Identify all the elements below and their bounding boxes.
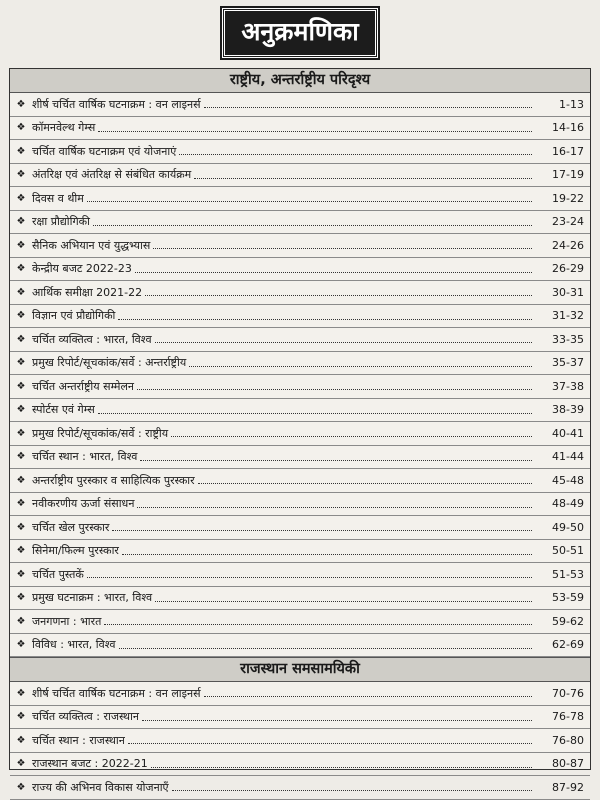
bullet-icon: ❖	[16, 98, 26, 110]
dot-leader	[151, 766, 532, 768]
toc-entry	[10, 258, 590, 282]
bullet-icon: ❖	[16, 286, 26, 298]
toc-entry	[10, 469, 590, 493]
toc-entry	[10, 164, 590, 188]
toc-entry	[10, 140, 590, 164]
toc-entry-pages: 48-49	[552, 497, 584, 511]
dot-leader	[179, 153, 532, 155]
toc-entry-pages: 24-26	[552, 238, 584, 252]
toc-entry	[10, 729, 590, 753]
dot-leader	[128, 742, 532, 744]
toc-entry-title: शीर्ष चर्चित वार्षिक घटनाक्रम : वन लाइनर्स	[32, 686, 201, 700]
toc-frame	[9, 68, 591, 794]
bullet-icon: ❖	[16, 333, 26, 345]
toc-entry-pages: 80-87	[552, 757, 584, 771]
toc-entry-pages: 16-17	[552, 144, 584, 158]
toc-entry	[10, 776, 590, 800]
dot-leader	[104, 623, 532, 625]
bullet-icon: ❖	[16, 239, 26, 251]
toc-entry	[10, 753, 590, 777]
toc-entry	[10, 281, 590, 305]
toc-entry-pages: 53-59	[552, 591, 584, 605]
toc-entry-pages: 37-38	[552, 379, 584, 393]
bullet-icon: ❖	[16, 357, 26, 369]
toc-entry-title: चर्चित व्यक्तित्व : भारत, विश्व	[32, 332, 152, 346]
dot-leader	[155, 341, 532, 343]
bullet-icon: ❖	[16, 734, 26, 746]
dot-leader	[118, 318, 532, 320]
toc-entry-title: चर्चित स्थान : राजस्थान	[32, 733, 125, 747]
bullet-icon: ❖	[16, 192, 26, 204]
toc-entry	[10, 211, 590, 235]
toc-entry-pages: 26-29	[552, 262, 584, 276]
toc-entry-title: कॉमनवेल्थ गेम्स	[32, 121, 96, 135]
toc-entry-title: चर्चित पुस्तकें	[32, 567, 84, 581]
toc-entry-title: चर्चित खेल पुरस्कार	[32, 520, 110, 534]
toc-entry	[10, 187, 590, 211]
toc-entry-pages: 23-24	[552, 215, 584, 229]
dot-leader	[112, 529, 532, 531]
toc-entry	[10, 563, 590, 587]
toc-entry-title: आर्थिक समीक्षा 2021-22	[32, 285, 143, 299]
toc-entry	[10, 93, 590, 117]
bullet-icon: ❖	[16, 781, 26, 793]
dot-leader	[189, 365, 532, 367]
dot-leader	[98, 130, 532, 132]
bullet-icon: ❖	[16, 545, 26, 557]
bullet-icon: ❖	[16, 687, 26, 699]
toc-entry	[10, 375, 590, 399]
dot-leader	[93, 224, 532, 226]
toc-entry	[10, 399, 590, 423]
toc-entry	[10, 305, 590, 329]
bullet-icon: ❖	[16, 427, 26, 439]
bullet-icon: ❖	[16, 122, 26, 134]
toc-entry-title: चर्चित स्थान : भारत, विश्व	[32, 450, 138, 464]
toc-entry-pages: 38-39	[552, 403, 584, 417]
section-heading: राजस्थान समसामयिकी	[10, 657, 590, 682]
toc-entry-title: अन्तर्राष्ट्रीय पुरस्कार व साहित्यिक पुरस्कार	[32, 473, 195, 487]
toc-entry-pages: 1-13	[559, 97, 584, 111]
bullet-icon: ❖	[16, 474, 26, 486]
dot-leader	[140, 459, 532, 461]
toc-entry-title: सैनिक अभियान एवं युद्धभ्यास	[32, 238, 151, 252]
toc-entry	[10, 422, 590, 446]
toc-entry-title: नवीकरणीय ऊर्जा संसाधन	[32, 497, 135, 511]
toc-entry	[10, 706, 590, 730]
toc-entry-title: स्पोर्टस एवं गेम्स	[32, 403, 95, 417]
toc-entry-title: विज्ञान एवं प्रौद्योगिकी	[32, 309, 116, 323]
bullet-icon: ❖	[16, 758, 26, 770]
toc-entry-pages: 33-35	[552, 332, 584, 346]
bullet-icon: ❖	[16, 451, 26, 463]
dot-leader	[119, 647, 533, 649]
toc-entry	[10, 610, 590, 634]
toc-entry-title: अंतरिक्ष एवं अंतरिक्ष से संबंधित कार्यक्रम	[32, 168, 192, 182]
dot-leader	[155, 600, 532, 602]
dot-leader	[142, 719, 532, 721]
toc-entry-pages: 51-53	[552, 567, 584, 581]
toc-entry	[10, 682, 590, 706]
dot-leader	[135, 271, 532, 273]
toc-entry	[10, 634, 590, 658]
dot-leader	[204, 695, 532, 697]
toc-entry	[10, 446, 590, 470]
toc-entry	[10, 117, 590, 141]
bullet-icon: ❖	[16, 498, 26, 510]
bullet-icon: ❖	[16, 592, 26, 604]
toc-entry-title: राजस्थान बजट : 2022-21	[32, 757, 148, 771]
dot-leader	[98, 412, 532, 414]
toc-entry-title: विविध : भारत, विश्व	[32, 638, 116, 652]
bullet-icon: ❖	[16, 263, 26, 275]
toc-entry-title: दिवस व थीम	[32, 191, 84, 205]
toc-entry-pages: 17-19	[552, 168, 584, 182]
dot-leader	[172, 789, 532, 791]
dot-leader	[87, 576, 532, 578]
toc-entry-pages: 62-69	[552, 638, 584, 652]
toc-entry-title: प्रमुख घटनाक्रम : भारत, विश्व	[32, 591, 153, 605]
toc-entry-title: शीर्ष चर्चित वार्षिक घटनाक्रम : वन लाइनर्स	[32, 97, 201, 111]
toc-entry	[10, 234, 590, 258]
toc-entry-title: सिनेमा/फिल्म पुरस्कार	[32, 544, 119, 558]
toc-entry-title: केन्द्रीय बजट 2022-23	[32, 262, 132, 276]
section-heading: राष्ट्रीय, अन्तर्राष्ट्रीय परिदृश्य	[10, 69, 590, 93]
toc-entry	[10, 516, 590, 540]
toc-entry-pages: 59-62	[552, 614, 584, 628]
toc-entry-title: राज्य की अभिनव विकास योजनाएँ	[32, 780, 169, 794]
toc-entry-title: रक्षा प्रौद्योगिकी	[32, 215, 90, 229]
toc-entry-pages: 70-76	[552, 686, 584, 700]
dot-leader	[122, 553, 532, 555]
title-wrap	[0, 8, 600, 58]
bullet-icon: ❖	[16, 521, 26, 533]
bullet-icon: ❖	[16, 216, 26, 228]
toc-entry-pages: 35-37	[552, 356, 584, 370]
toc-entry-pages: 49-50	[552, 520, 584, 534]
toc-entry-pages: 14-16	[552, 121, 584, 135]
bullet-icon: ❖	[16, 615, 26, 627]
bullet-icon: ❖	[16, 568, 26, 580]
toc-entry-title: प्रमुख रिपोर्ट/सूचकांक/सर्वे : राष्ट्रीय	[32, 426, 169, 440]
toc-entry-title: चर्चित वार्षिक घटनाक्रम एवं योजनाएं	[32, 144, 177, 158]
bullet-icon: ❖	[16, 169, 26, 181]
toc-entry	[10, 587, 590, 611]
toc-entry	[10, 493, 590, 517]
bullet-icon: ❖	[16, 380, 26, 392]
toc-entry	[10, 328, 590, 352]
toc-entry-pages: 40-41	[552, 426, 584, 440]
toc-entry-pages: 87-92	[552, 780, 584, 794]
toc-entry-pages: 31-32	[552, 309, 584, 323]
dot-leader	[171, 435, 532, 437]
dot-leader	[145, 294, 532, 296]
dot-leader	[198, 482, 532, 484]
dot-leader	[153, 247, 532, 249]
bullet-icon: ❖	[16, 639, 26, 651]
toc-entry-title: चर्चित व्यक्तित्व : राजस्थान	[32, 710, 140, 724]
toc-entry	[10, 540, 590, 564]
dot-leader	[137, 506, 532, 508]
toc-entry	[10, 352, 590, 376]
toc-entry-pages: 76-78	[552, 710, 584, 724]
toc-entry-pages: 76-80	[552, 733, 584, 747]
toc-entry-pages: 50-51	[552, 544, 584, 558]
toc-entry-pages: 41-44	[552, 450, 584, 464]
toc-entry-pages: 45-48	[552, 473, 584, 487]
toc-entry-pages: 19-22	[552, 191, 584, 205]
bullet-icon: ❖	[16, 145, 26, 157]
dot-leader	[137, 388, 532, 390]
page-title: अनुक्रमणिका	[222, 8, 377, 58]
bullet-icon: ❖	[16, 711, 26, 723]
dot-leader	[87, 200, 532, 202]
dot-leader	[194, 177, 532, 179]
toc-list	[10, 69, 590, 800]
bullet-icon: ❖	[16, 310, 26, 322]
toc-entry-pages: 30-31	[552, 285, 584, 299]
dot-leader	[204, 106, 532, 108]
toc-entry-title: चर्चित अन्तर्राष्ट्रीय सम्मेलन	[32, 379, 135, 393]
toc-entry-title: जनगणना : भारत	[32, 614, 102, 628]
bullet-icon: ❖	[16, 404, 26, 416]
toc-entry-title: प्रमुख रिपोर्ट/सूचकांक/सर्वे : अन्तर्राष्ट्रीय	[32, 356, 187, 370]
